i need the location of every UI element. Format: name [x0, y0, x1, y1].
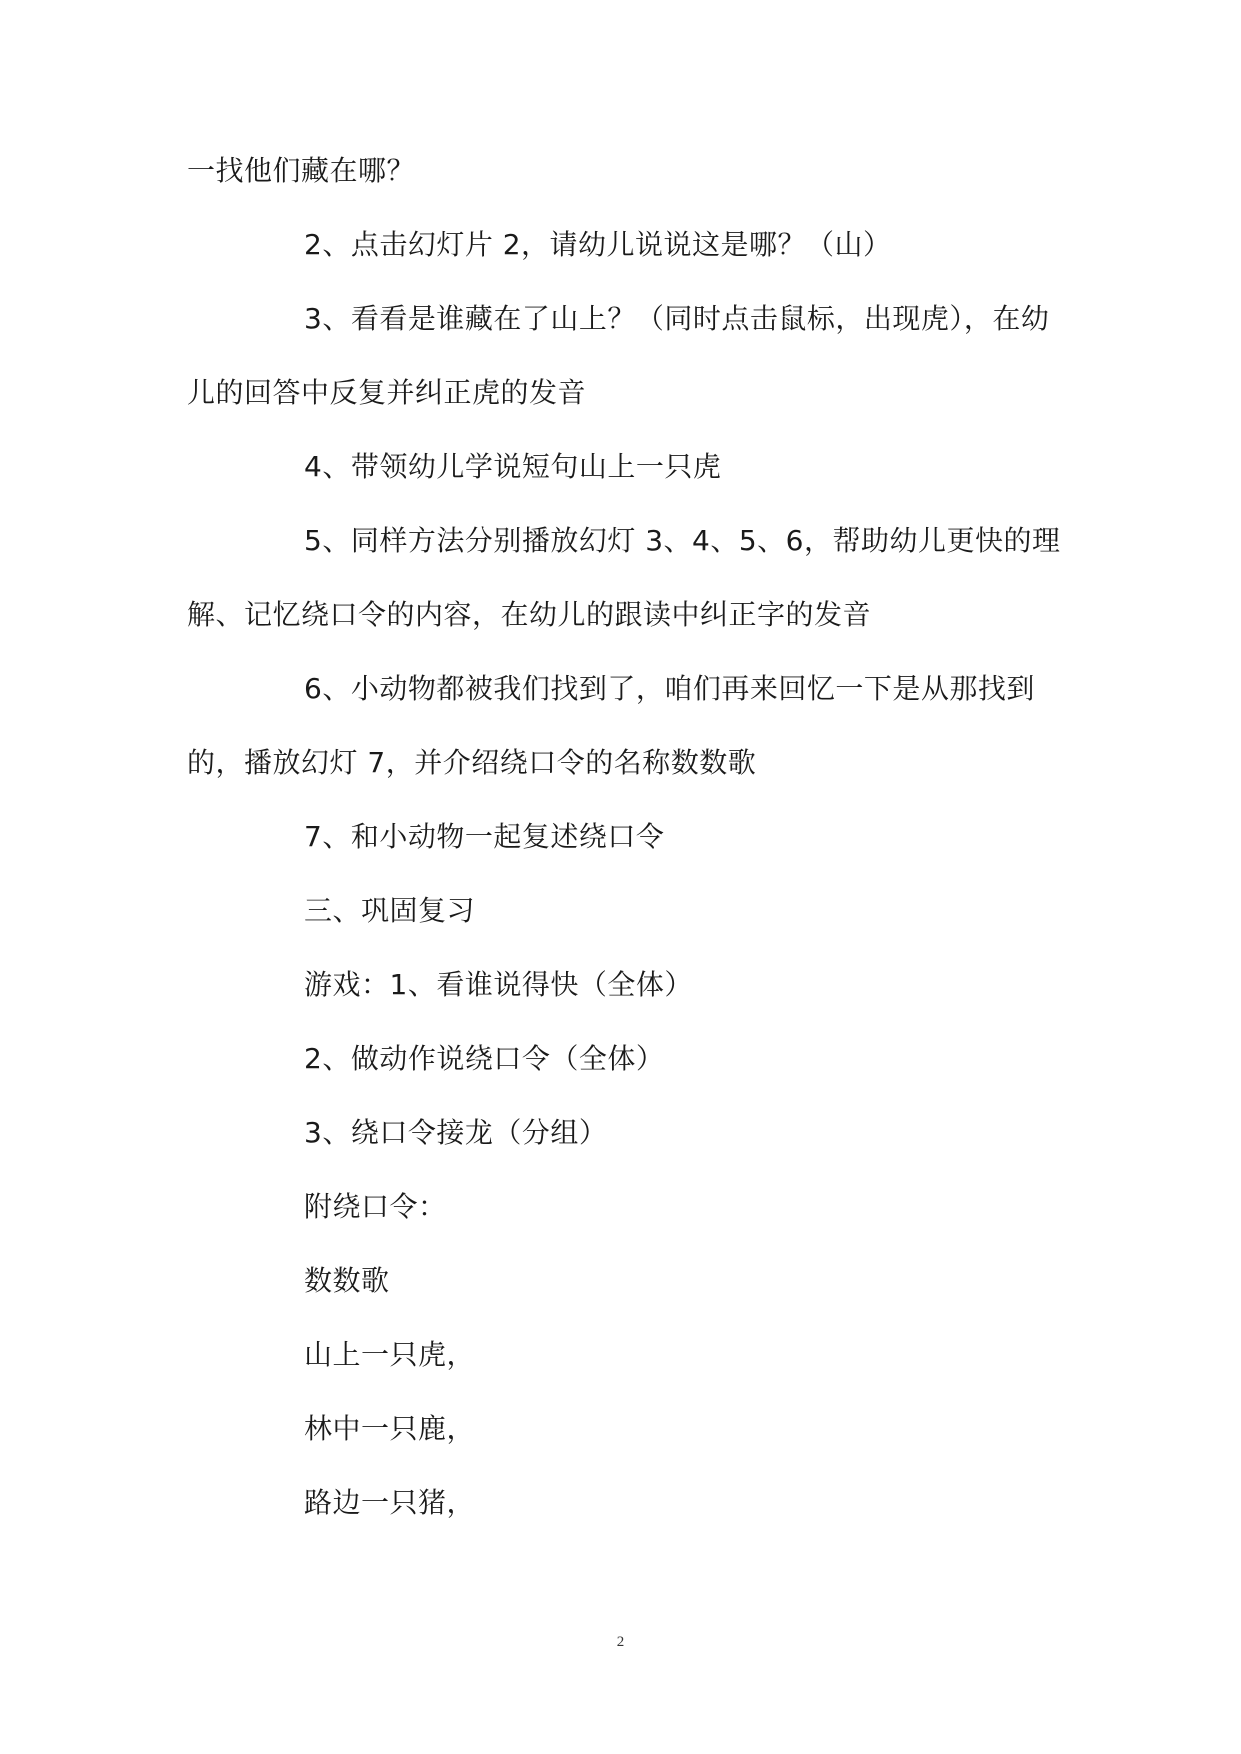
paragraph-line: 的，播放幻灯 7，并介绍绕口令的名称数数歌	[187, 746, 757, 779]
paragraph-line: 7、和小动物一起复述绕口令	[304, 820, 665, 853]
paragraph-line: 2、做动作说绕口令（全体）	[304, 1042, 665, 1075]
paragraph-line: 解、记忆绕口令的内容，在幼儿的跟读中纠正字的发音	[187, 598, 872, 631]
paragraph-line: 3、看看是谁藏在了山上？（同时点击鼠标，出现虎），在幼	[304, 302, 1050, 335]
paragraph-line: 一找他们藏在哪？	[187, 154, 416, 187]
poem-line: 山上一只虎，	[304, 1338, 476, 1371]
section-heading: 三、巩固复习	[304, 894, 476, 927]
paragraph-line: 4、带领幼儿学说短句山上一只虎	[304, 450, 722, 483]
paragraph-line: 6、小动物都被我们找到了，咱们再来回忆一下是从那找到	[304, 672, 1035, 705]
poem-line: 林中一只鹿，	[304, 1412, 476, 1445]
paragraph-line: 附绕口令：	[304, 1190, 447, 1223]
paragraph-line: 游戏：1、看谁说得快（全体）	[304, 968, 693, 1001]
poem-line: 路边一只猪，	[304, 1486, 476, 1519]
paragraph-line: 5、同样方法分别播放幻灯 3、4、5、6，帮助幼儿更快的理	[304, 524, 1061, 557]
paragraph-line: 儿的回答中反复并纠正虎的发音	[187, 376, 587, 409]
paragraph-line: 2、点击幻灯片 2，请幼儿说说这是哪？（山）	[304, 228, 892, 261]
paragraph-line: 3、绕口令接龙（分组）	[304, 1116, 608, 1149]
page-number: 2	[616, 1634, 625, 1650]
poem-title: 数数歌	[304, 1264, 390, 1297]
